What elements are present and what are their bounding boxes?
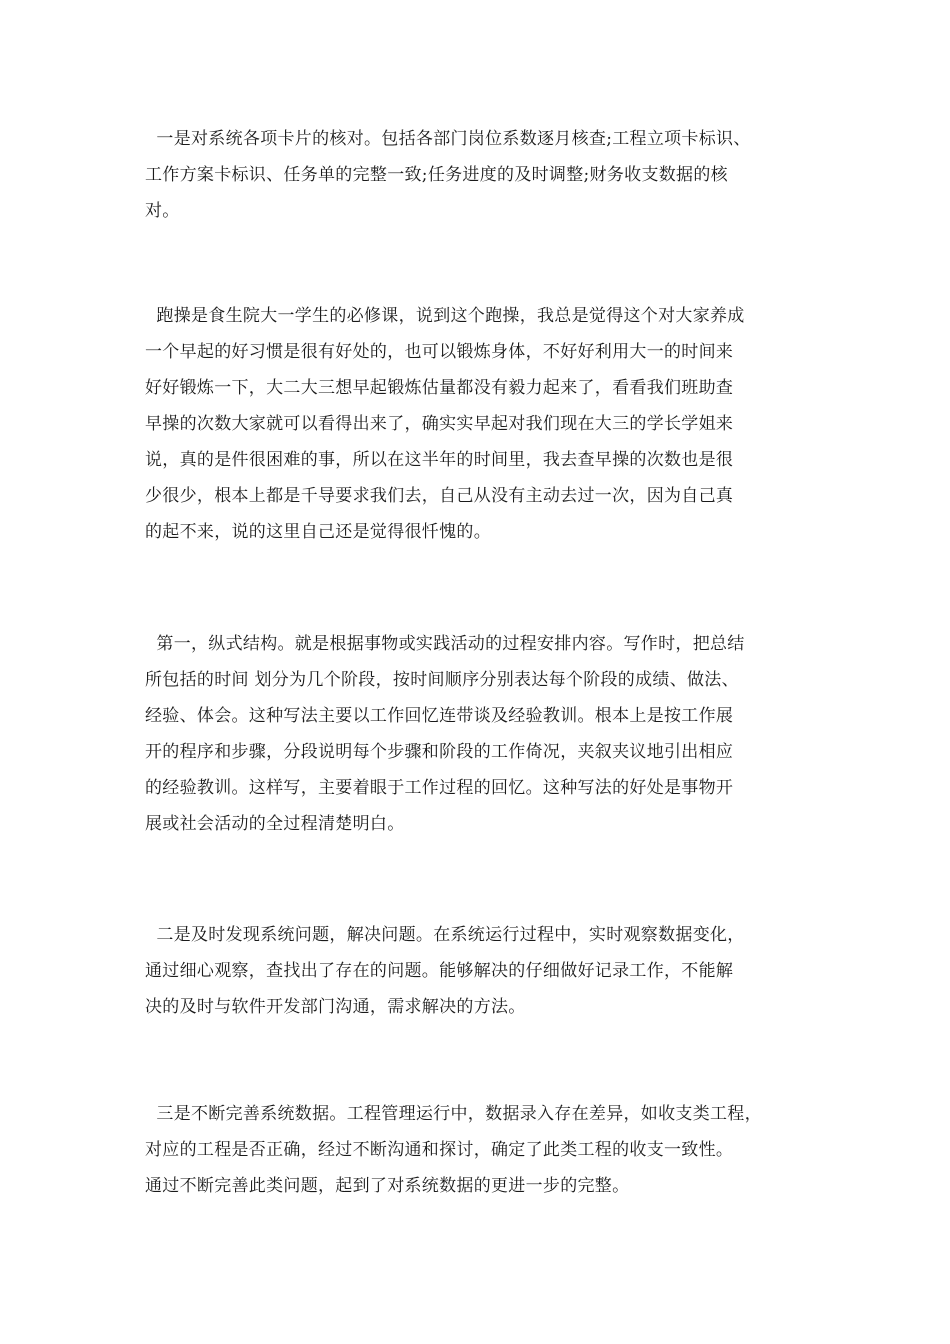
text-line: 的经验教训。这样写，主要着眼于工作过程的回忆。这种写法的好处是事物开 <box>145 778 734 798</box>
paragraph-vertical-structure <box>145 626 830 842</box>
text-line: 一个早起的好习惯是很有好处的，也可以锻炼身体，不好好利用大一的时间来 <box>145 342 734 362</box>
text-line: 对应的工程是否正确，经过不断沟通和探讨，确定了此类工程的收支一致性。 <box>145 1140 734 1160</box>
text-line: 开的程序和步骤，分段说明每个步骤和阶段的工作倚况，夹叙夹议地引出相应 <box>145 742 734 762</box>
paragraph-data-improvement <box>145 1096 830 1204</box>
paragraph-morning-exercise <box>145 298 830 550</box>
text-line: 少很少，根本上都是千导要求我们去，自己从没有主动去过一次，因为自己真 <box>145 486 734 506</box>
text-line: 展或社会活动的全过程清楚明白。 <box>145 814 405 834</box>
text-line: 第一，纵式结构。就是根据事物或实践活动的过程安排内容。写作时，把总结 <box>145 634 745 654</box>
paragraph-problem-solving <box>145 917 830 1025</box>
text-line: 通过细心观察，查找出了存在的问题。能够解决的仔细做好记录工作，不能解 <box>145 961 734 981</box>
text-line: 所包括的时间 划分为几个阶段，按时间顺序分别表达每个阶段的成绩、做法、 <box>145 670 739 690</box>
text-line: 好好锻炼一下，大二大三想早起锻炼估量都没有毅力起来了，看看我们班助查 <box>145 378 734 398</box>
text-line: 三是不断完善系统数据。工程管理运行中，数据录入存在差异，如收支类工程， <box>145 1104 762 1124</box>
text-line: 通过不断完善此类问题，起到了对系统数据的更进一步的完整。 <box>145 1176 630 1196</box>
text-line: 二是及时发现系统问题，解决问题。在系统运行过程中，实时观察数据变化， <box>145 925 745 945</box>
text-line: 工作方案卡标识、任务单的完整一致;任务进度的及时调整;财务收支数据的核 <box>145 165 728 185</box>
text-line: 跑操是食生院大一学生的必修课，说到这个跑操，我总是觉得这个对大家养成 <box>145 306 745 326</box>
paragraph-card-verification <box>145 121 830 229</box>
text-line: 说，真的是件很困难的事，所以在这半年的时间里，我去查早操的次数也是很 <box>145 450 734 470</box>
text-line: 的起不来，说的这里自己还是觉得很忏愧的。 <box>145 522 491 542</box>
text-line: 对。 <box>145 201 180 221</box>
text-line: 一是对系统各项卡片的核对。包括各部门岗位系数逐月核查;工程立项卡标识、 <box>145 129 751 149</box>
text-line: 决的及时与软件开发部门沟通，需求解决的方法。 <box>145 997 526 1017</box>
text-line: 经验、体会。这种写法主要以工作回忆连带谈及经验教训。根本上是按工作展 <box>145 706 734 726</box>
text-line: 早操的次数大家就可以看得出来了，确实实早起对我们现在大三的学长学姐来 <box>145 414 734 434</box>
